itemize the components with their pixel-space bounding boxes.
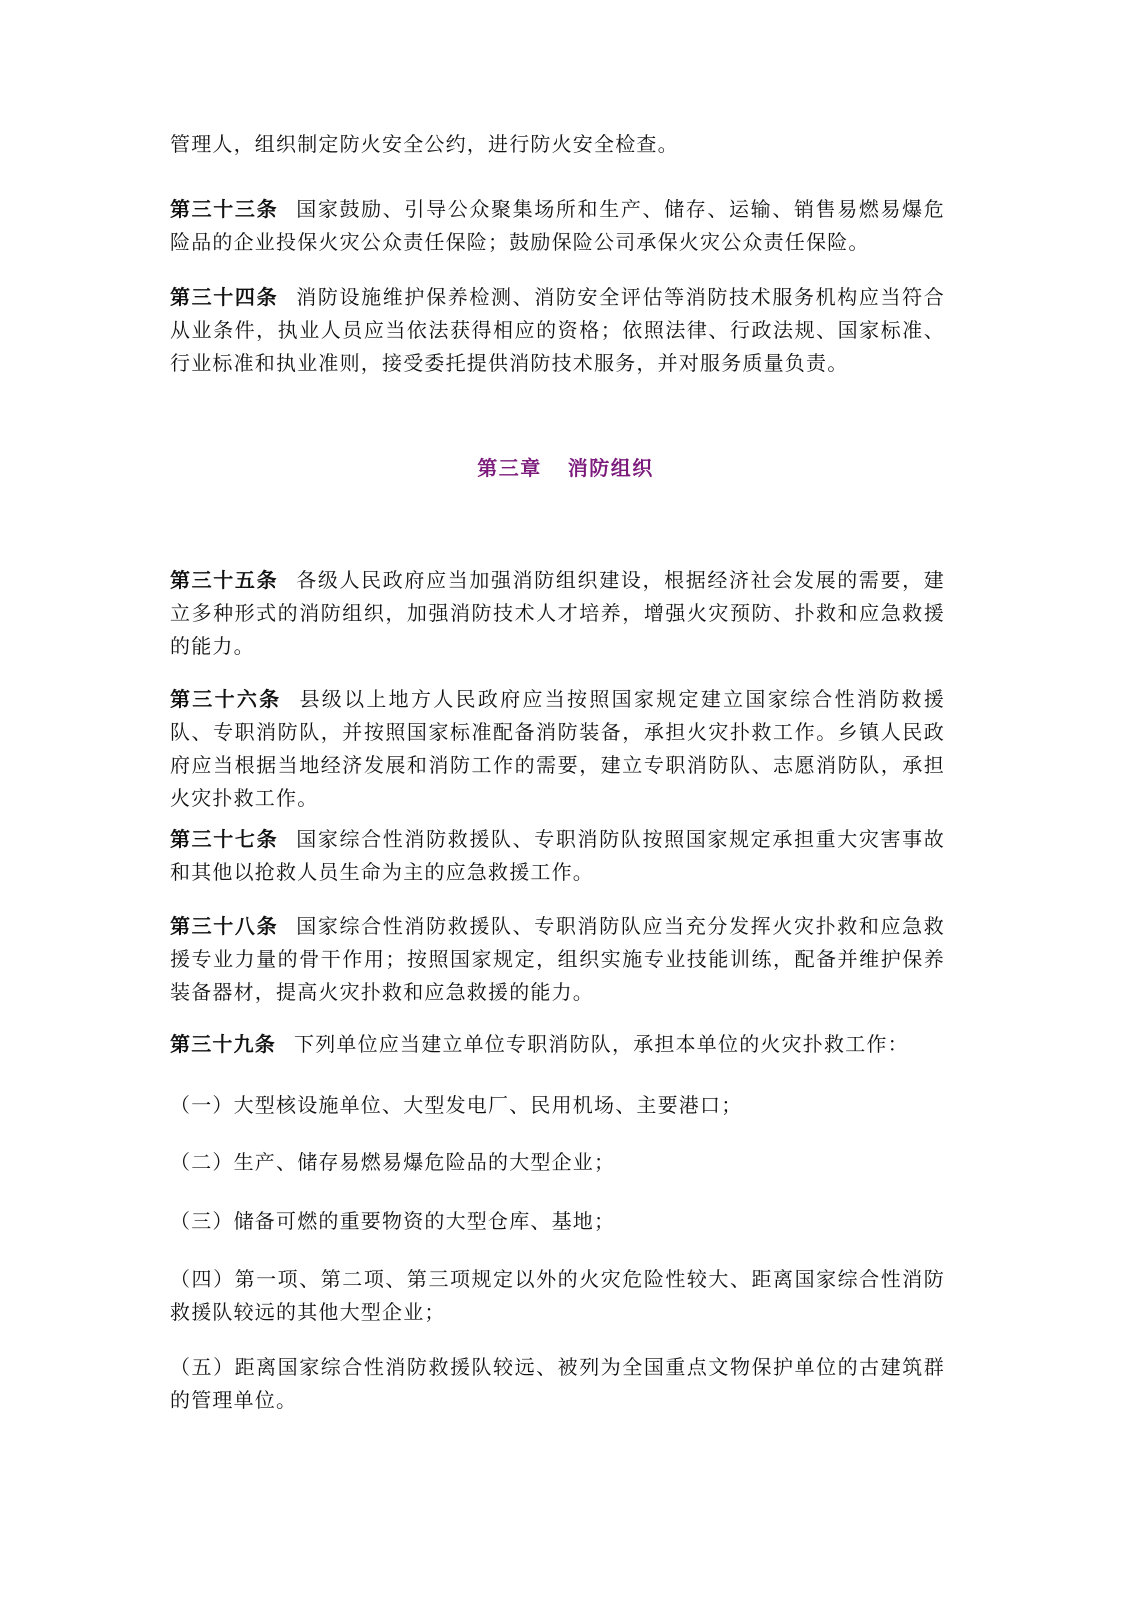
article-number: 第三十三条 — [170, 197, 279, 221]
article-number: 第三十五条 — [170, 568, 279, 592]
list-item-1: （一）大型核设施单位、大型发电厂、民用机场、主要港口； — [170, 1093, 743, 1117]
list-item-3: （三）储备可燃的重要物资的大型仓库、基地； — [170, 1209, 616, 1233]
list-item-5: （五）距离国家综合性消防救援队较远、被列为全国重点文物保护单位的古建筑群的管理单位。 — [170, 1355, 945, 1412]
article-text: 县级以上地方人民政府应当按照国家规定建立国家综合性消防救援队、专职消防队，并按照国家标准配备消防装备，承担火灾扑救工作。乡镇人民政府应当根据当地经济发展和消防工作的需要，建立专职消防队、志愿消防队，承担火灾扑救工作。 — [170, 687, 945, 810]
article-text: 国家综合性消防救援队、专职消防队按照国家规定承担重大灾害事故和其他以抢救人员生命为主的应急救援工作。 — [170, 827, 946, 884]
article-38 — [170, 910, 945, 1009]
chapter-heading — [0, 452, 1131, 481]
article-39 — [170, 1028, 945, 1061]
chapter-number: 第三章 — [477, 456, 542, 480]
article-37 — [170, 823, 945, 889]
list-item-4: （四）第一项、第二项、第三项规定以外的火灾危险性较大、距离国家综合性消防救援队较远的其他大型企业； — [170, 1267, 945, 1324]
article-35 — [170, 564, 945, 663]
article-34 — [170, 281, 945, 380]
article-text: 国家综合性消防救援队、专职消防队应当充分发挥火灾扑救和应急救援专业力量的骨干作用；按照国家规定，组织实施专业技能训练，配备并维护保养装备器材，提高火灾扑救和应急救援的能力。 — [170, 914, 946, 1004]
article-text: 消防设施维护保养检测、消防安全评估等消防技术服务机构应当符合从业条件，执业人员应当依法获得相应的资格；依照法律、行政法规、国家标准、行业标准和执业准则，接受委托提供消防技术服务，并对服务质量负责。 — [170, 285, 946, 375]
article-33 — [170, 193, 945, 259]
article-36 — [170, 683, 945, 815]
article-number: 第三十七条 — [170, 827, 279, 851]
article-number: 第三十八条 — [170, 914, 279, 938]
article-number: 第三十四条 — [170, 285, 279, 309]
chapter-title: 消防组织 — [567, 456, 654, 480]
article-text: 各级人民政府应当加强消防组织建设，根据经济社会发展的需要，建立多种形式的消防组织，加强消防技术人才培养，增强火灾预防、扑救和应急救援的能力。 — [170, 568, 946, 658]
article-number: 第三十六条 — [170, 687, 282, 711]
article-text: 国家鼓励、引导公众聚集场所和生产、储存、运输、销售易燃易爆危险品的企业投保火灾公众责任保险；鼓励保险公司承保火灾公众责任保险。 — [170, 197, 946, 254]
article-number: 第三十九条 — [170, 1032, 276, 1056]
continued-paragraph: 管理人，组织制定防火安全公约，进行防火安全检查。 — [170, 132, 679, 156]
article-text: 下列单位应当建立单位专职消防队，承担本单位的火灾扑救工作： — [294, 1032, 909, 1056]
list-item-2: （二）生产、储存易燃易爆危险品的大型企业； — [170, 1150, 616, 1174]
